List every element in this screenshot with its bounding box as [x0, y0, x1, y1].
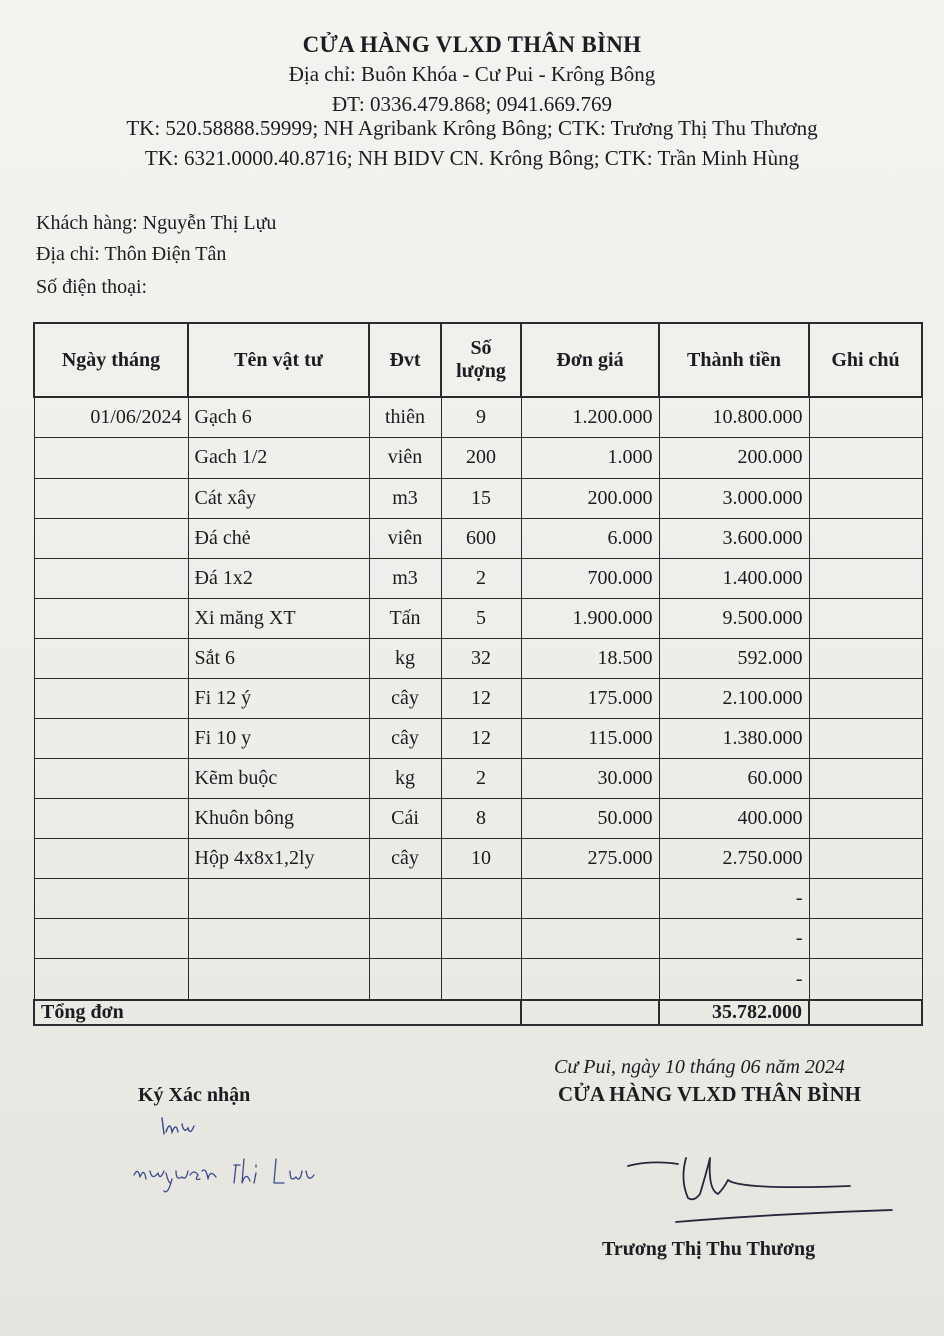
cell-price: 115.000 — [521, 718, 659, 758]
cell-unit — [369, 959, 441, 1000]
cell-unit: viên — [369, 518, 441, 558]
cell-note — [809, 598, 922, 638]
cell-qty — [441, 919, 521, 959]
cell-price: 1.000 — [521, 438, 659, 478]
cell-amount: 3.600.000 — [659, 518, 809, 558]
cell-amount: 3.000.000 — [659, 478, 809, 518]
table-row — [34, 678, 922, 718]
cell-note — [809, 718, 922, 758]
bank-account-2: TK: 6321.0000.40.8716; NH BIDV CN. Krông Bông; CTK: Trần Minh Hùng — [144, 146, 800, 170]
cell-qty: 600 — [441, 518, 521, 558]
header-price: Đơn giá — [521, 323, 659, 397]
cell-price: 1.900.000 — [521, 598, 659, 638]
cell-amount: 9.500.000 — [659, 598, 809, 638]
table-row — [34, 919, 922, 959]
header-qty-line1: Số — [470, 337, 492, 359]
cell-date — [34, 598, 188, 638]
cell-item: Khuôn bông — [188, 799, 369, 839]
total-spacer — [521, 1000, 659, 1025]
cell-date — [34, 799, 188, 839]
header-item: Tên vật tư — [188, 323, 369, 397]
cell-amount: 2.100.000 — [659, 678, 809, 718]
cell-date — [34, 518, 188, 558]
cell-date — [34, 638, 188, 678]
cell-unit: m3 — [369, 478, 441, 518]
cell-note — [809, 919, 922, 959]
owner-signature — [620, 1150, 900, 1230]
cell-unit: Tấn — [369, 598, 441, 638]
cell-item — [188, 879, 369, 919]
header-qty — [441, 323, 521, 397]
cell-item — [188, 959, 369, 1000]
cell-amount: 400.000 — [659, 799, 809, 839]
cell-item: Gach 1/2 — [188, 438, 369, 478]
table-row — [34, 397, 922, 438]
cell-item: Đá 1x2 — [188, 558, 369, 598]
cell-unit: m3 — [369, 558, 441, 598]
cell-item: Kẽm buộc — [188, 759, 369, 799]
table-header-row — [34, 323, 922, 397]
cell-amount: 60.000 — [659, 759, 809, 799]
customer-name: Khách hàng: Nguyễn Thị Lựu — [36, 212, 277, 234]
cell-price: 6.000 — [521, 518, 659, 558]
confirm-label: Ký Xác nhận — [138, 1084, 251, 1106]
cell-note — [809, 678, 922, 718]
table-row — [34, 799, 922, 839]
cell-item: Đá chẻ — [188, 518, 369, 558]
cell-amount: 200.000 — [659, 438, 809, 478]
cell-item: Fi 12 ý — [188, 678, 369, 718]
table-row — [34, 638, 922, 678]
cell-amount: 1.380.000 — [659, 718, 809, 758]
header-note: Ghi chú — [809, 323, 922, 397]
table-row — [34, 759, 922, 799]
shop-phone: ĐT: 0336.479.868; 0941.669.769 — [331, 92, 613, 116]
table-row — [34, 839, 922, 879]
cell-date — [34, 678, 188, 718]
shop-name-footer: CỬA HÀNG VLXD THÂN BÌNH — [558, 1082, 861, 1106]
cell-note — [809, 397, 922, 438]
cell-item: Hộp 4x8x1,2ly — [188, 839, 369, 879]
table-row — [34, 478, 922, 518]
table-row — [34, 598, 922, 638]
invoice-table — [33, 322, 923, 1026]
cell-qty: 200 — [441, 438, 521, 478]
total-row — [34, 1000, 922, 1025]
table-row — [34, 879, 922, 919]
cell-unit: viên — [369, 438, 441, 478]
table-row — [34, 438, 922, 478]
table-row — [34, 718, 922, 758]
cell-note — [809, 438, 922, 478]
cell-date — [34, 438, 188, 478]
total-value: 35.782.000 — [659, 1000, 809, 1025]
table-row — [34, 558, 922, 598]
cell-qty — [441, 959, 521, 1000]
bank-account-1: TK: 520.58888.59999; NH Agribank Krông Bông; CTK: Trương Thị Thu Thương — [126, 116, 818, 140]
table-row — [34, 959, 922, 1000]
header-amount: Thành tiền — [659, 323, 809, 397]
cell-qty: 2 — [441, 558, 521, 598]
cell-note — [809, 478, 922, 518]
cell-date — [34, 959, 188, 1000]
cell-price — [521, 919, 659, 959]
cell-date — [34, 558, 188, 598]
cell-qty — [441, 879, 521, 919]
date-line: Cư Pui, ngày 10 tháng 06 năm 2024 — [554, 1056, 845, 1078]
cell-unit — [369, 919, 441, 959]
cell-date — [34, 879, 188, 919]
cell-unit — [369, 879, 441, 919]
cell-note — [809, 759, 922, 799]
cell-unit: cây — [369, 678, 441, 718]
cell-unit: cây — [369, 839, 441, 879]
cell-unit: cây — [369, 718, 441, 758]
cell-amount: 592.000 — [659, 638, 809, 678]
cell-qty: 10 — [441, 839, 521, 879]
total-label: Tổng đơn — [34, 1000, 521, 1025]
cell-item: Gạch 6 — [188, 397, 369, 438]
cell-price: 200.000 — [521, 478, 659, 518]
cell-price — [521, 879, 659, 919]
cell-note — [809, 879, 922, 919]
header-unit: Đvt — [369, 323, 441, 397]
cell-amount: - — [659, 919, 809, 959]
cell-date — [34, 759, 188, 799]
customer-initial-signature — [158, 1114, 208, 1140]
shop-address: Địa chỉ: Buôn Khóa - Cư Pui - Krông Bông — [288, 62, 656, 86]
cell-price: 175.000 — [521, 678, 659, 718]
cell-item: Fi 10 y — [188, 718, 369, 758]
cell-item: Xi măng XT — [188, 598, 369, 638]
cell-date — [34, 919, 188, 959]
cell-note — [809, 558, 922, 598]
cell-price: 30.000 — [521, 759, 659, 799]
cell-note — [809, 638, 922, 678]
cell-amount: - — [659, 959, 809, 1000]
cell-date — [34, 718, 188, 758]
cell-amount: 2.750.000 — [659, 839, 809, 879]
total-note — [809, 1000, 922, 1025]
customer-phone: Số điện thoại: — [36, 276, 148, 298]
cell-qty: 5 — [441, 598, 521, 638]
owner-name: Trương Thị Thu Thương — [602, 1238, 816, 1260]
cell-note — [809, 799, 922, 839]
cell-price: 1.200.000 — [521, 397, 659, 438]
cell-qty: 2 — [441, 759, 521, 799]
cell-note — [809, 959, 922, 1000]
cell-unit: thiên — [369, 397, 441, 438]
cell-unit: kg — [369, 759, 441, 799]
table-row — [34, 518, 922, 558]
cell-note — [809, 518, 922, 558]
cell-note — [809, 839, 922, 879]
cell-unit: Cái — [369, 799, 441, 839]
header-qty-line2: lượng — [456, 360, 506, 382]
cell-qty: 9 — [441, 397, 521, 438]
cell-amount: - — [659, 879, 809, 919]
cell-unit: kg — [369, 638, 441, 678]
cell-item: Sắt 6 — [188, 638, 369, 678]
cell-price: 18.500 — [521, 638, 659, 678]
cell-qty: 12 — [441, 718, 521, 758]
customer-address: Địa chỉ: Thôn Điện Tân — [36, 243, 227, 265]
cell-qty: 8 — [441, 799, 521, 839]
cell-qty: 32 — [441, 638, 521, 678]
cell-price: 700.000 — [521, 558, 659, 598]
cell-date — [34, 478, 188, 518]
header-date: Ngày tháng — [34, 323, 188, 397]
cell-price: 275.000 — [521, 839, 659, 879]
cell-price — [521, 959, 659, 1000]
customer-signature — [130, 1155, 320, 1195]
cell-amount: 10.800.000 — [659, 397, 809, 438]
cell-price: 50.000 — [521, 799, 659, 839]
cell-date — [34, 839, 188, 879]
cell-item — [188, 919, 369, 959]
cell-amount: 1.400.000 — [659, 558, 809, 598]
cell-date: 01/06/2024 — [34, 397, 188, 438]
shop-name-title: CỬA HÀNG VLXD THÂN BÌNH — [302, 32, 642, 57]
cell-qty: 15 — [441, 478, 521, 518]
cell-item: Cát xây — [188, 478, 369, 518]
cell-qty: 12 — [441, 678, 521, 718]
